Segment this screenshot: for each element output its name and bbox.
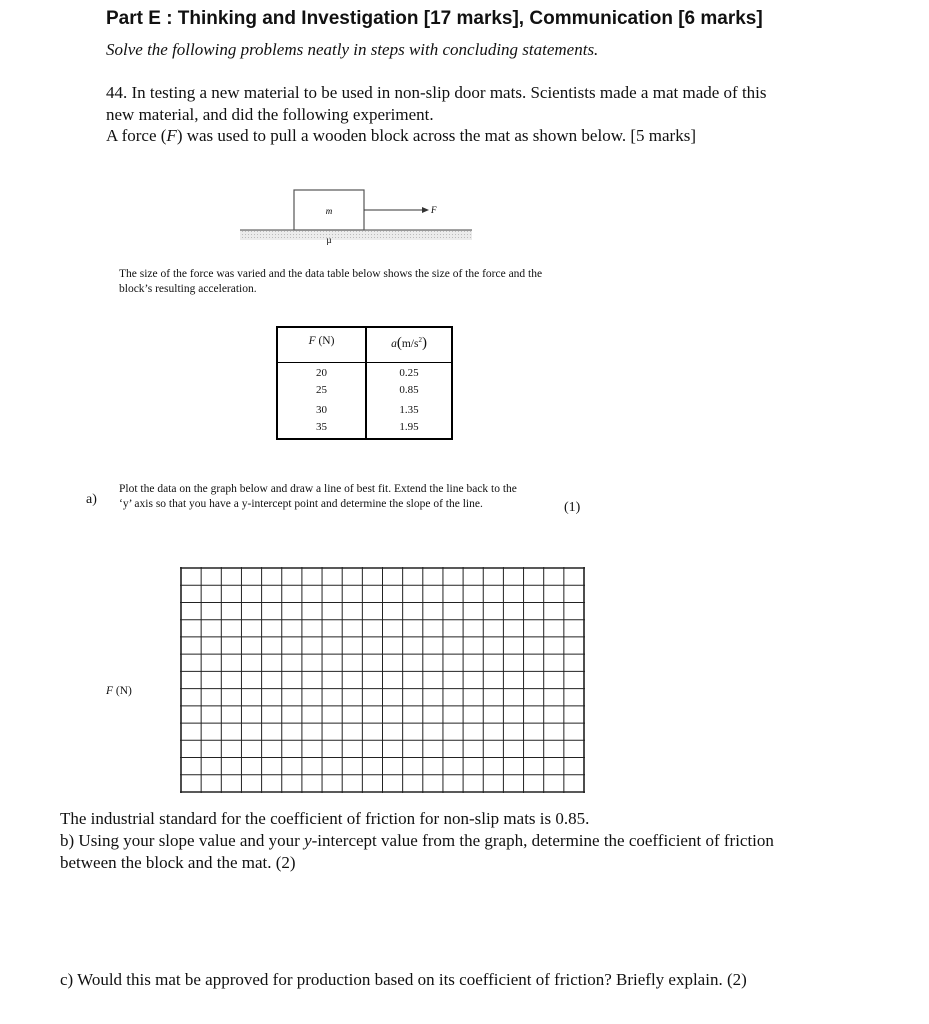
part-b-line-1 xyxy=(60,830,920,852)
block-on-mat-diagram xyxy=(236,180,476,250)
data-intro xyxy=(119,267,679,296)
column-header-accel-exp: 2 xyxy=(418,336,422,345)
force-variable: F xyxy=(166,126,177,145)
table-cell-acceleration: 0.85 xyxy=(399,384,419,396)
part-b-y-variable: y xyxy=(304,831,312,850)
question-44 xyxy=(106,82,866,147)
diagram-force-label: F xyxy=(431,205,437,215)
table-cell-acceleration: 1.95 xyxy=(399,421,419,433)
friction-coefficient-label: µ xyxy=(326,235,332,245)
graph-y-axis-var: F xyxy=(106,685,114,697)
force-acceleration-table xyxy=(276,326,453,440)
question-line-3-post: ) was used to pull a wooden block across the mat as shown below. [5 marks] xyxy=(176,126,696,145)
table-cell-force: 35 xyxy=(316,421,327,433)
mat-surface xyxy=(240,230,472,240)
graph-paper[interactable] xyxy=(180,567,585,793)
table-cell-force: 25 xyxy=(316,384,327,396)
table-header-divider xyxy=(278,362,451,363)
data-intro-line-2: block’s resulting acceleration. xyxy=(119,282,257,295)
part-a-line-1: Plot the data on the graph below and draw a line of best fit. Extend the line back to the xyxy=(119,483,517,495)
part-b-line-1-pre: b) Using your slope value and your xyxy=(60,831,305,850)
part-a-label: a) xyxy=(86,492,97,507)
column-header-accel-unit: m/s xyxy=(401,338,419,350)
table-cell-acceleration: 1.35 xyxy=(399,404,419,416)
graph-y-axis-unit: (N) xyxy=(113,685,132,697)
column-header-force-var: F xyxy=(308,335,316,347)
question-line-2: new material, and did the following experiment. xyxy=(106,104,434,124)
question-line-3 xyxy=(106,125,866,147)
column-header-acceleration: $a(m/s^2)$ xyxy=(391,335,427,351)
industrial-standard-text: The industrial standard for the coefficient of friction for non-slip mats is 0.85. xyxy=(60,809,590,828)
table-cell-force: 20 xyxy=(316,367,327,379)
section-instruction: Solve the following problems neatly in steps with concluding statements. xyxy=(106,40,599,59)
column-header-force-unit: (N) xyxy=(315,335,335,347)
part-b-line-2: between the block and the mat. (2) xyxy=(60,853,296,872)
block-mass-label: m xyxy=(325,206,333,216)
part-c-question: c) Would this mat be approved for production based on its coefficient of friction? Briefly explain. (2) xyxy=(60,970,747,989)
column-header-force xyxy=(278,335,365,347)
part-b-line-1-post: -intercept value from the graph, determine the coefficient of friction xyxy=(311,831,774,850)
table-cell-force: 30 xyxy=(316,404,327,416)
arrow-head-icon xyxy=(422,207,429,213)
part-a-line-2: ‘y’ axis so that you have a y-intercept point and determine the slope of the line. xyxy=(119,497,483,510)
question-line-1: 44. In testing a new material to be used in non-slip door mats. Scientists made a mat made of this xyxy=(106,83,767,102)
part-a-instructions xyxy=(119,482,589,511)
part-a-marks: (1) xyxy=(564,500,581,515)
question-line-3-pre: A force ( xyxy=(106,126,167,145)
section-heading: Part E : Thinking and Investigation [17 marks], Communication [6 marks] xyxy=(106,8,763,29)
column-header-accel-var: a xyxy=(391,338,397,350)
table-cell-acceleration: 0.25 xyxy=(399,367,419,379)
data-intro-line-1: The size of the force was varied and the data table below shows the size of the force and the xyxy=(119,268,543,280)
part-b xyxy=(60,808,920,874)
graph-y-axis-label xyxy=(106,684,132,699)
